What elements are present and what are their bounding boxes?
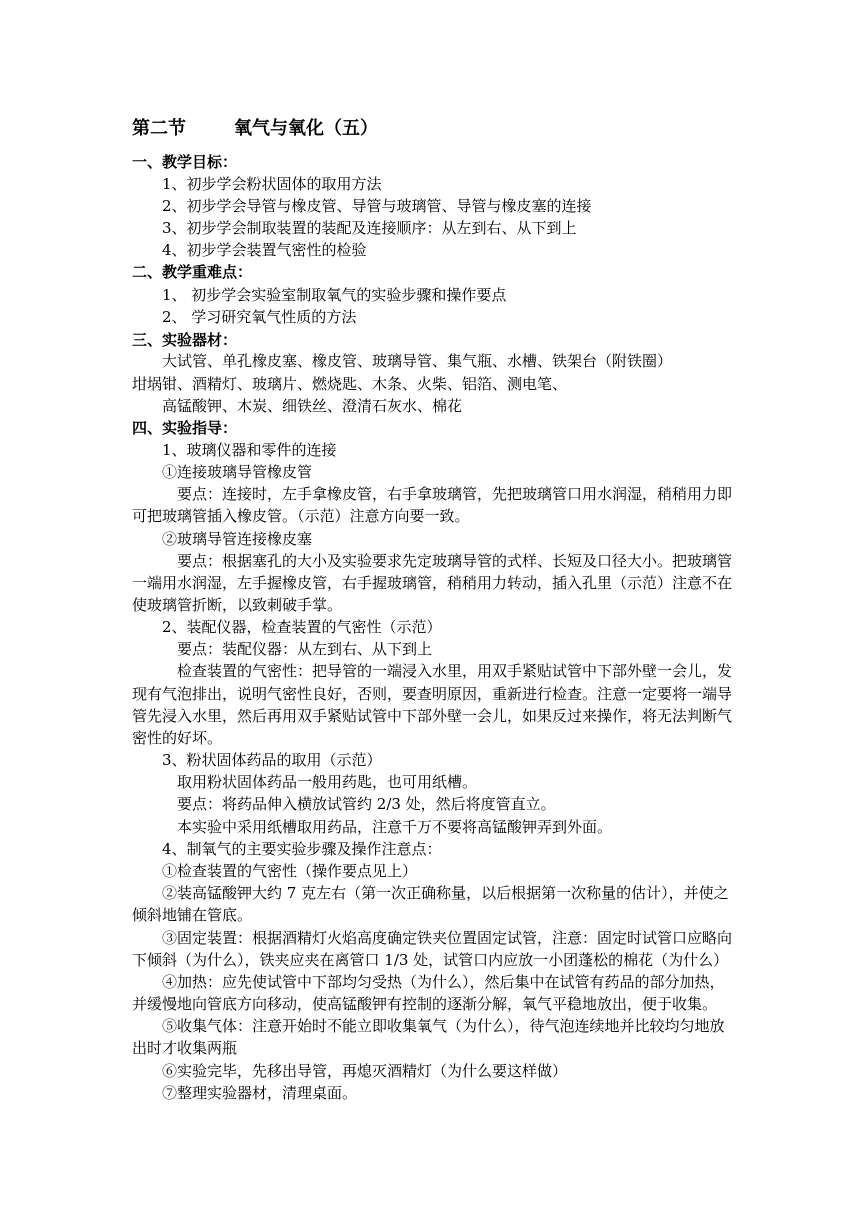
guidance-line: 要点：连接时，左手拿橡皮管，右手拿玻璃管，先把玻璃管口用水润湿，稍稍用力即: [177, 485, 733, 503]
guidance-line: 要点：将药品伸入横放试管约 2/3 处，然后将度管直立。: [177, 795, 556, 813]
guidance-line: 管先浸入水里，然后再用双手紧贴试管中下部外壁一会儿，如果反过来操作，将无法判断气: [132, 707, 733, 725]
guidance-line: ②玻璃导管连接橡皮塞: [162, 530, 313, 548]
guidance-line: 现有气泡排出，说明气密性良好，否则，要查明原因，重新进行检查。注意一定要将一端导: [132, 685, 733, 703]
equipment-line: 大试管、单孔橡皮塞、橡皮管、玻璃导管、集气瓶、水槽、铁架台（附铁圈）: [162, 352, 673, 370]
guidance-line: 倾斜地铺在管底。: [132, 906, 253, 924]
keypoint-item: 1、 初步学会实验室制取氧气的实验步骤和操作要点: [162, 286, 507, 304]
objective-item: 3、初步学会制取装置的装配及连接顺序：从左到右、从下到上: [162, 219, 577, 237]
equipment-line: 高锰酸钾、木炭、细铁丝、澄清石灰水、棉花: [162, 397, 463, 415]
objective-item: 1、初步学会粉状固体的取用方法: [162, 175, 382, 193]
guidance-line: ①连接玻璃导管橡皮管: [162, 463, 313, 481]
guidance-line: ⑦整理实验器材，清理桌面。: [162, 1084, 358, 1102]
keypoint-item: 2、 学习研究氧气性质的方法: [162, 308, 357, 326]
guidance-line: ③固定装置：根据酒精灯火焰高度确定铁夹位置固定试管，注意：固定时试管口应略向: [162, 929, 733, 947]
section-heading-equipment: 三、实验器材：: [132, 331, 238, 349]
guidance-line: 使玻璃管折断，以致刺破手掌。: [132, 596, 343, 614]
guidance-line: 1、玻璃仪器和零件的连接: [162, 441, 337, 459]
guidance-line: 一端用水润湿，左手握橡皮管，右手握玻璃管，稍稍用力转动，插入孔里（示范）注意不在: [132, 574, 733, 592]
guidance-line: ①检查装置的气密性（操作要点见上）: [162, 862, 418, 880]
guidance-line: 要点：装配仪器：从左到右、从下到上: [177, 640, 433, 658]
guidance-line: ⑤收集气体：注意开始时不能立即收集氧气（为什么），待气泡连续地并比较均匀地放: [162, 1017, 725, 1035]
guidance-line: 4、制氧气的主要实验步骤及操作注意点：: [162, 840, 442, 858]
guidance-line: ②装高锰酸钾大约 7 克左右（第一次正确称量，以后根据第一次称量的估计），并使之: [162, 884, 729, 902]
guidance-line: 检查装置的气密性：把导管的一端浸入水里，用双手紧贴试管中下部外壁一会儿，发: [177, 662, 733, 680]
section-heading-guidance: 四、实验指导：: [132, 419, 238, 437]
guidance-line: ⑥实验完毕，先移出导管，再熄灭酒精灯（为什么要这样做）: [162, 1062, 568, 1080]
guidance-line: ④加热：应先使试管中下部均匀受热（为什么），然后集中在试管有药品的部分加热，: [162, 973, 725, 991]
guidance-line: 可把玻璃管插入橡皮管。（示范）注意方向要一致。: [132, 507, 470, 525]
guidance-line: 出时才收集两瓶: [132, 1039, 238, 1057]
objective-item: 4、初步学会装置气密性的检验: [162, 241, 367, 259]
guidance-line: 3、粉状固体药品的取用（示范）: [162, 751, 382, 769]
title-section: 第二节: [132, 118, 186, 139]
guidance-line: 密性的好坏。: [132, 729, 223, 747]
guidance-line: 要点：根据塞孔的大小及实验要求先定玻璃导管的式样、长短及口径大小。把玻璃管: [177, 552, 733, 570]
section-heading-keypoints: 二、教学重难点：: [132, 263, 253, 281]
title-topic: 氧气与氧化（五）: [234, 118, 378, 139]
guidance-line: 并缓慢地向管底方向移动，使高锰酸钾有控制的逐渐分解，氧气平稳地放出，便于收集。: [132, 995, 718, 1013]
guidance-line: 本实验中采用纸槽取用药品，注意千万不要将高锰酸钾弄到外面。: [177, 818, 613, 836]
page-title: [132, 117, 378, 141]
section-heading-objectives: 一、教学目标：: [132, 153, 238, 171]
guidance-line: 取用粉状固体药品一般用药匙，也可用纸槽。: [177, 773, 478, 791]
equipment-line: 坩埚钳、酒精灯、玻璃片、燃烧匙、木条、火柴、铝箔、测电笔、: [132, 375, 568, 393]
objective-item: 2、初步学会导管与橡皮管、导管与玻璃管、导管与橡皮塞的连接: [162, 197, 592, 215]
guidance-line: 2、装配仪器，检查装置的气密性（示范）: [162, 618, 442, 636]
guidance-line: 下倾斜（为什么），铁夹应夹在离管口 1/3 处，试管口内应放一小团蓬松的棉花（为什么）: [132, 951, 729, 969]
